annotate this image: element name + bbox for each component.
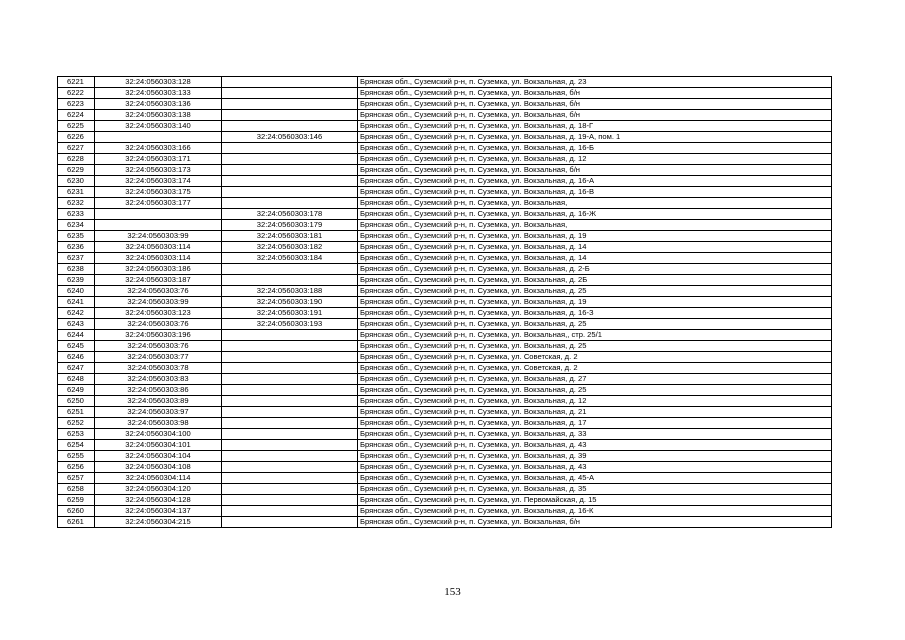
row-number-cell: 6256 (58, 462, 95, 473)
linked-cadastral-number-cell (222, 451, 358, 462)
address-cell: Брянская обл., Суземский р-н, п. Суземка, ул. Вокзальная, б/н (358, 99, 832, 110)
linked-cadastral-number-cell (222, 176, 358, 187)
row-number-cell: 6228 (58, 154, 95, 165)
address-cell: Брянская обл., Суземский р-н, п. Суземка, ул. Вокзальная, д. 14 (358, 253, 832, 264)
linked-cadastral-number-cell (222, 506, 358, 517)
linked-cadastral-number-cell (222, 363, 358, 374)
row-number-cell: 6230 (58, 176, 95, 187)
row-number-cell: 6222 (58, 88, 95, 99)
address-cell: Брянская обл., Суземский р-н, п. Суземка, ул. Вокзальная, д. 17 (358, 418, 832, 429)
table-row (58, 363, 832, 374)
address-cell: Брянская обл., Суземский р-н, п. Суземка, ул. Вокзальная, д. 25 (358, 319, 832, 330)
table-row (58, 275, 832, 286)
linked-cadastral-number-cell (222, 352, 358, 363)
linked-cadastral-number-cell (222, 99, 358, 110)
table-row (58, 429, 832, 440)
cadastral-number-cell: 32:24:0560303:83 (95, 374, 222, 385)
table-row (58, 242, 832, 253)
cadastral-number-cell: 32:24:0560303:76 (95, 341, 222, 352)
row-number-cell: 6232 (58, 198, 95, 209)
linked-cadastral-number-cell (222, 275, 358, 286)
row-number-cell: 6239 (58, 275, 95, 286)
table-row (58, 440, 832, 451)
row-number-cell: 6248 (58, 374, 95, 385)
linked-cadastral-number-cell: 32:24:0560303:190 (222, 297, 358, 308)
row-number-cell: 6257 (58, 473, 95, 484)
row-number-cell: 6223 (58, 99, 95, 110)
row-number-cell: 6245 (58, 341, 95, 352)
address-cell: Брянская обл., Суземский р-н, п. Суземка, ул. Вокзальная, (358, 198, 832, 209)
cadastral-number-cell: 32:24:0560303:89 (95, 396, 222, 407)
address-cell: Брянская обл., Суземский р-н, п. Суземка, ул. Вокзальная, д. 45-А (358, 473, 832, 484)
cadastral-number-cell: 32:24:0560304:100 (95, 429, 222, 440)
row-number-cell: 6237 (58, 253, 95, 264)
row-number-cell: 6254 (58, 440, 95, 451)
linked-cadastral-number-cell: 32:24:0560303:178 (222, 209, 358, 220)
registry-table-body (58, 77, 832, 528)
row-number-cell: 6240 (58, 286, 95, 297)
address-cell: Брянская обл., Суземский р-н, п. Суземка, ул. Первомайская, д. 15 (358, 495, 832, 506)
cadastral-number-cell: 32:24:0560303:173 (95, 165, 222, 176)
row-number-cell: 6229 (58, 165, 95, 176)
linked-cadastral-number-cell (222, 154, 358, 165)
cadastral-number-cell: 32:24:0560303:166 (95, 143, 222, 154)
address-cell: Брянская обл., Суземский р-н, п. Суземка, ул. Вокзальная, д. 16-В (358, 187, 832, 198)
table-row (58, 517, 832, 528)
cadastral-number-cell: 32:24:0560304:137 (95, 506, 222, 517)
linked-cadastral-number-cell (222, 440, 358, 451)
linked-cadastral-number-cell: 32:24:0560303:146 (222, 132, 358, 143)
address-cell: Брянская обл., Суземский р-н, п. Суземка, ул. Вокзальная, д. 2-Б (358, 264, 832, 275)
cadastral-number-cell: 32:24:0560303:99 (95, 231, 222, 242)
cadastral-number-cell: 32:24:0560303:76 (95, 319, 222, 330)
address-cell: Брянская обл., Суземский р-н, п. Суземка, ул. Вокзальная, (358, 220, 832, 231)
address-cell: Брянская обл., Суземский р-н, п. Суземка, ул. Вокзальная, д. 39 (358, 451, 832, 462)
address-cell: Брянская обл., Суземский р-н, п. Суземка, ул. Вокзальная, б/н (358, 110, 832, 121)
address-cell: Брянская обл., Суземский р-н, п. Суземка, ул. Вокзальная, д. 43 (358, 462, 832, 473)
row-number-cell: 6242 (58, 308, 95, 319)
row-number-cell: 6225 (58, 121, 95, 132)
row-number-cell: 6246 (58, 352, 95, 363)
row-number-cell: 6261 (58, 517, 95, 528)
row-number-cell: 6260 (58, 506, 95, 517)
linked-cadastral-number-cell: 32:24:0560303:182 (222, 242, 358, 253)
cadastral-number-cell: 32:24:0560304:104 (95, 451, 222, 462)
address-cell: Брянская обл., Суземский р-н, п. Суземка, ул. Вокзальная, д. 12 (358, 396, 832, 407)
cadastral-number-cell (95, 220, 222, 231)
address-cell: Брянская обл., Суземский р-н, п. Суземка, ул. Вокзальная, д. 16-Б (358, 143, 832, 154)
cadastral-number-cell: 32:24:0560303:128 (95, 77, 222, 88)
registry-table (57, 76, 832, 528)
cadastral-number-cell: 32:24:0560303:187 (95, 275, 222, 286)
row-number-cell: 6252 (58, 418, 95, 429)
linked-cadastral-number-cell (222, 374, 358, 385)
table-row (58, 484, 832, 495)
address-cell: Брянская обл., Суземский р-н, п. Суземка, ул. Вокзальная, д. 35 (358, 484, 832, 495)
linked-cadastral-number-cell (222, 77, 358, 88)
row-number-cell: 6231 (58, 187, 95, 198)
address-cell: Брянская обл., Суземский р-н, п. Суземка, ул. Вокзальная,, стр. 25/1 (358, 330, 832, 341)
linked-cadastral-number-cell (222, 517, 358, 528)
table-row (58, 462, 832, 473)
table-row (58, 176, 832, 187)
cadastral-number-cell: 32:24:0560303:86 (95, 385, 222, 396)
address-cell: Брянская обл., Суземский р-н, п. Суземка, ул. Вокзальная, д. 19 (358, 231, 832, 242)
cadastral-number-cell: 32:24:0560304:108 (95, 462, 222, 473)
address-cell: Брянская обл., Суземский р-н, п. Суземка, ул. Вокзальная, д. 16-З (358, 308, 832, 319)
cadastral-number-cell: 32:24:0560303:171 (95, 154, 222, 165)
address-cell: Брянская обл., Суземский р-н, п. Суземка, ул. Вокзальная, д. 23 (358, 77, 832, 88)
table-row (58, 121, 832, 132)
address-cell: Брянская обл., Суземский р-н, п. Суземка, ул. Советская, д. 2 (358, 352, 832, 363)
cadastral-number-cell: 32:24:0560303:177 (95, 198, 222, 209)
address-cell: Брянская обл., Суземский р-н, п. Суземка, ул. Вокзальная, д. 18-Г (358, 121, 832, 132)
cadastral-number-cell: 32:24:0560304:120 (95, 484, 222, 495)
address-cell: Брянская обл., Суземский р-н, п. Суземка, ул. Вокзальная, б/н (358, 88, 832, 99)
cadastral-number-cell: 32:24:0560303:77 (95, 352, 222, 363)
linked-cadastral-number-cell: 32:24:0560303:193 (222, 319, 358, 330)
row-number-cell: 6236 (58, 242, 95, 253)
address-cell: Брянская обл., Суземский р-н, п. Суземка, ул. Вокзальная, д. 16-Ж (358, 209, 832, 220)
row-number-cell: 6241 (58, 297, 95, 308)
table-row (58, 330, 832, 341)
linked-cadastral-number-cell: 32:24:0560303:179 (222, 220, 358, 231)
table-row (58, 319, 832, 330)
address-cell: Брянская обл., Суземский р-н, п. Суземка, ул. Вокзальная, д. 25 (358, 341, 832, 352)
linked-cadastral-number-cell (222, 198, 358, 209)
table-row (58, 341, 832, 352)
table-row (58, 187, 832, 198)
row-number-cell: 6243 (58, 319, 95, 330)
linked-cadastral-number-cell (222, 429, 358, 440)
cadastral-number-cell: 32:24:0560303:76 (95, 286, 222, 297)
row-number-cell: 6255 (58, 451, 95, 462)
cadastral-number-cell: 32:24:0560303:99 (95, 297, 222, 308)
table-row (58, 264, 832, 275)
cadastral-number-cell: 32:24:0560303:140 (95, 121, 222, 132)
row-number-cell: 6249 (58, 385, 95, 396)
address-cell: Брянская обл., Суземский р-н, п. Суземка, ул. Вокзальная, д. 33 (358, 429, 832, 440)
cadastral-number-cell: 32:24:0560304:114 (95, 473, 222, 484)
row-number-cell: 6247 (58, 363, 95, 374)
address-cell: Брянская обл., Суземский р-н, п. Суземка, ул. Вокзальная, д. 21 (358, 407, 832, 418)
linked-cadastral-number-cell (222, 462, 358, 473)
address-cell: Брянская обл., Суземский р-н, п. Суземка, ул. Вокзальная, б/н (358, 517, 832, 528)
cadastral-number-cell: 32:24:0560304:215 (95, 517, 222, 528)
linked-cadastral-number-cell (222, 473, 358, 484)
table-row (58, 308, 832, 319)
table-row (58, 132, 832, 143)
table-row (58, 297, 832, 308)
cadastral-number-cell: 32:24:0560303:78 (95, 363, 222, 374)
linked-cadastral-number-cell (222, 385, 358, 396)
table-row (58, 110, 832, 121)
table-row (58, 220, 832, 231)
page-number: 153 (444, 586, 461, 598)
cadastral-number-cell: 32:24:0560303:123 (95, 308, 222, 319)
address-cell: Брянская обл., Суземский р-н, п. Суземка, ул. Советская, д. 2 (358, 363, 832, 374)
row-number-cell: 6233 (58, 209, 95, 220)
table-row (58, 374, 832, 385)
address-cell: Брянская обл., Суземский р-н, п. Суземка, ул. Вокзальная, д. 25 (358, 286, 832, 297)
address-cell: Брянская обл., Суземский р-н, п. Суземка, ул. Вокзальная, д. 14 (358, 242, 832, 253)
cadastral-number-cell: 32:24:0560303:174 (95, 176, 222, 187)
row-number-cell: 6253 (58, 429, 95, 440)
row-number-cell: 6251 (58, 407, 95, 418)
table-row (58, 352, 832, 363)
cadastral-number-cell (95, 132, 222, 143)
address-cell: Брянская обл., Суземский р-н, п. Суземка, ул. Вокзальная, б/н (358, 165, 832, 176)
linked-cadastral-number-cell: 32:24:0560303:188 (222, 286, 358, 297)
linked-cadastral-number-cell: 32:24:0560303:184 (222, 253, 358, 264)
table-row (58, 209, 832, 220)
row-number-cell: 6221 (58, 77, 95, 88)
cadastral-number-cell: 32:24:0560303:175 (95, 187, 222, 198)
address-cell: Брянская обл., Суземский р-н, п. Суземка, ул. Вокзальная, д. 25 (358, 385, 832, 396)
linked-cadastral-number-cell: 32:24:0560303:181 (222, 231, 358, 242)
table-row (58, 451, 832, 462)
row-number-cell: 6244 (58, 330, 95, 341)
linked-cadastral-number-cell (222, 330, 358, 341)
linked-cadastral-number-cell (222, 407, 358, 418)
linked-cadastral-number-cell (222, 88, 358, 99)
table-row (58, 165, 832, 176)
linked-cadastral-number-cell (222, 396, 358, 407)
linked-cadastral-number-cell (222, 264, 358, 275)
table-row (58, 143, 832, 154)
address-cell: Брянская обл., Суземский р-н, п. Суземка, ул. Вокзальная, д. 2Б (358, 275, 832, 286)
cadastral-number-cell: 32:24:0560303:133 (95, 88, 222, 99)
address-cell: Брянская обл., Суземский р-н, п. Суземка, ул. Вокзальная, д. 27 (358, 374, 832, 385)
table-row (58, 154, 832, 165)
table-row (58, 418, 832, 429)
table-row (58, 407, 832, 418)
address-cell: Брянская обл., Суземский р-н, п. Суземка, ул. Вокзальная, д. 43 (358, 440, 832, 451)
cadastral-number-cell: 32:24:0560303:138 (95, 110, 222, 121)
row-number-cell: 6224 (58, 110, 95, 121)
cadastral-number-cell: 32:24:0560304:101 (95, 440, 222, 451)
table-row (58, 396, 832, 407)
table-row (58, 495, 832, 506)
address-cell: Брянская обл., Суземский р-н, п. Суземка, ул. Вокзальная, д. 12 (358, 154, 832, 165)
linked-cadastral-number-cell (222, 143, 358, 154)
linked-cadastral-number-cell (222, 110, 358, 121)
table-row (58, 99, 832, 110)
row-number-cell: 6226 (58, 132, 95, 143)
table-row (58, 253, 832, 264)
cadastral-number-cell (95, 209, 222, 220)
table-row (58, 77, 832, 88)
row-number-cell: 6234 (58, 220, 95, 231)
address-cell: Брянская обл., Суземский р-н, п. Суземка, ул. Вокзальная, д. 16-А (358, 176, 832, 187)
cadastral-number-cell: 32:24:0560303:114 (95, 253, 222, 264)
table-row (58, 88, 832, 99)
linked-cadastral-number-cell: 32:24:0560303:191 (222, 308, 358, 319)
cadastral-number-cell: 32:24:0560303:114 (95, 242, 222, 253)
address-cell: Брянская обл., Суземский р-н, п. Суземка, ул. Вокзальная, д. 16-К (358, 506, 832, 517)
cadastral-number-cell: 32:24:0560303:186 (95, 264, 222, 275)
cadastral-number-cell: 32:24:0560303:98 (95, 418, 222, 429)
linked-cadastral-number-cell (222, 121, 358, 132)
cadastral-number-cell: 32:24:0560303:196 (95, 330, 222, 341)
table-row (58, 385, 832, 396)
row-number-cell: 6250 (58, 396, 95, 407)
row-number-cell: 6258 (58, 484, 95, 495)
table-row (58, 231, 832, 242)
table-row (58, 506, 832, 517)
cadastral-number-cell: 32:24:0560303:136 (95, 99, 222, 110)
linked-cadastral-number-cell (222, 418, 358, 429)
row-number-cell: 6238 (58, 264, 95, 275)
linked-cadastral-number-cell (222, 484, 358, 495)
linked-cadastral-number-cell (222, 495, 358, 506)
row-number-cell: 6235 (58, 231, 95, 242)
table-row (58, 198, 832, 209)
linked-cadastral-number-cell (222, 165, 358, 176)
table-row (58, 286, 832, 297)
table-row (58, 473, 832, 484)
cadastral-number-cell: 32:24:0560303:97 (95, 407, 222, 418)
row-number-cell: 6227 (58, 143, 95, 154)
address-cell: Брянская обл., Суземский р-н, п. Суземка, ул. Вокзальная, д. 19 (358, 297, 832, 308)
row-number-cell: 6259 (58, 495, 95, 506)
linked-cadastral-number-cell (222, 187, 358, 198)
linked-cadastral-number-cell (222, 341, 358, 352)
cadastral-number-cell: 32:24:0560304:128 (95, 495, 222, 506)
address-cell: Брянская обл., Суземский р-н, п. Суземка, ул. Вокзальная, д. 19-А, пом. 1 (358, 132, 832, 143)
